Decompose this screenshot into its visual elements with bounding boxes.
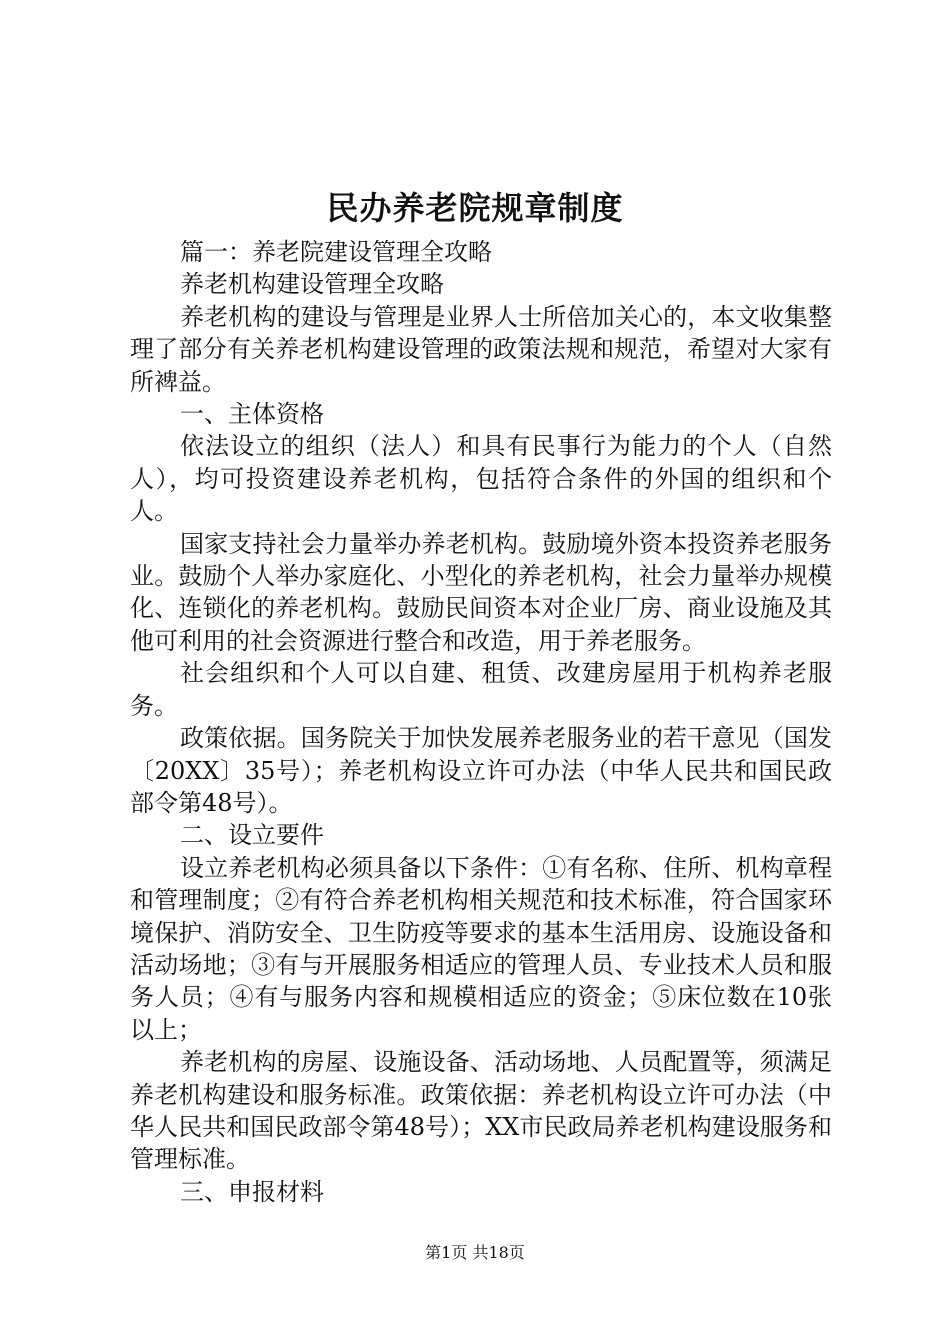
paragraph: 设立养老机构必须具备以下条件：①有名称、住所、机构章程和管理制度；②有符合养老机构相关规范和技术标准，符合国家环境保护、消防安全、卫生防疫等要求的基本生活用房、设施设备和活动场地；③有与开展服务相适应的管理人员、专业技术人员和服务人员；④有与服务内容和规模相适应的资金；⑤床位数在10张以上； — [130, 853, 832, 1044]
paragraph: 依法设立的组织（法人）和具有民事行为能力的个人（自然人），均可投资建设养老机构，包括符合条件的外国的组织和个人。 — [130, 432, 832, 526]
paragraph: 养老机构的房屋、设施设备、活动场地、人员配置等，须满足养老机构建设和服务标准。政策依据：养老机构设立许可办法（中华人民共和国民政部令第48号）；XX市民政局养老机构建设服务和管理标准。 — [130, 1048, 832, 1174]
page-footer: 第1页 共18页 — [425, 1243, 525, 1262]
section-heading: 篇一：养老院建设管理全攻略 — [180, 238, 492, 266]
paragraph: 养老机构的建设与管理是业界人士所倍加关心的，本文收集整理了部分有关养老机构建设管理的政策法规和规范，希望对大家有所裨益。 — [130, 302, 832, 396]
paragraph: 国家支持社会力量举办养老机构。鼓励境外资本投资养老服务业。鼓励个人举办家庭化、小型化的养老机构，社会力量举办规模化、连锁化的养老机构。鼓励民间资本对企业厂房、商业设施及其他可利用的社会资源进行整合和改造，用于养老服务。 — [130, 529, 832, 655]
subtitle: 养老机构建设管理全攻略 — [180, 270, 444, 299]
document-body — [130, 236, 832, 1208]
paragraph: 社会组织和个人可以自建、租赁、改建房屋用于机构养老服务。 — [130, 659, 832, 720]
section-heading: 一、主体资格 — [180, 400, 324, 429]
paragraph: 政策依据。国务院关于加快发展养老服务业的若干意见（国发〔20XX〕35号）；养老机构设立许可办法（中华人民共和国民政部令第48号）。 — [130, 724, 832, 817]
section-heading: 三、申报材料 — [180, 1177, 324, 1206]
section-heading: 二、设立要件 — [180, 821, 324, 850]
document-title: 民办养老院规章制度 — [326, 189, 624, 227]
